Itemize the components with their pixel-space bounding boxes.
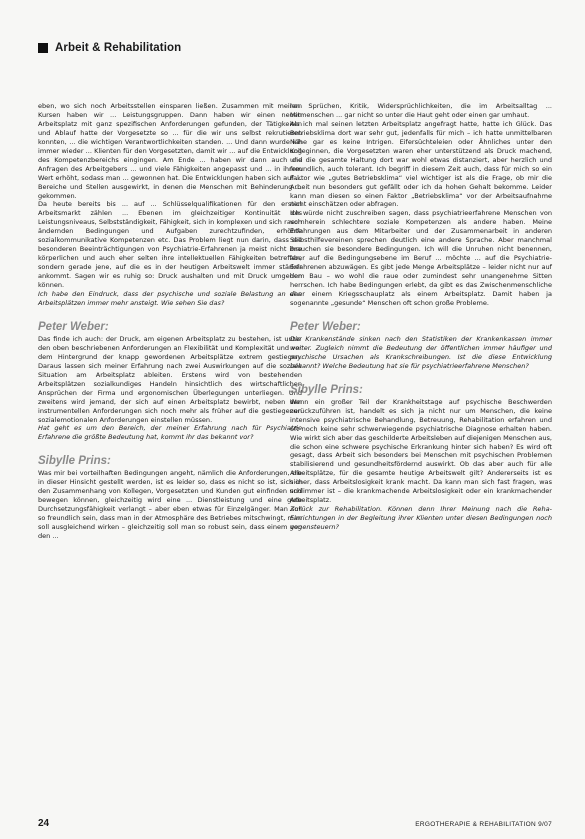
interview-question: Die Krankenstände sinken nach den Statistiken der Krankenkassen immer weiter. Zugleich nimmt die Bedeutung der öffentlichen immer häufiger und psychische Ursachen als Krankschreibungen. Ist die diese Entwicklung bekannt? Welche Bedeutung hat sie für psychiatrieerfahrene Menschen? bbox=[290, 334, 552, 370]
paragraph: Wenn ein großer Teil der Krankheitstage auf psychische Beschwerden zurückzuführen ist, handelt es sich ja nicht nur um Menschen, die keine intensive psychiatrische Behandlung, Betreuung, Rehabilitation erfahren und oft noch keine sehr schwerwiegende psychiatrische Diagnose erhalten haben. Wie wirkt sich aber das geschilderte Arbeitsleben auf diejenigen Menschen aus, die schon eine schwere psychische Erkrankung hinter sich haben? Es wird oft gesagt, dass Arbeit sich besonders bei Menschen mit psychischen Problemen stabilisierend und gesundheitsfördernd auswirkt. Ob das aber auch für alle Arbeitsplätze, für die gesamte heutige Arbeitswelt gilt? Andererseits ist es sicher, dass Arbeitslosigkeit krank macht. Da kann man sich fast fragen, was schlimmer ist – die krankmachende Arbeitslosigkeit oder ein krankmachender Arbeitsplatz. bbox=[290, 397, 552, 505]
right-column bbox=[290, 102, 552, 807]
paragraph: Was mir bei vorteilhaften Bedingungen angeht, nämlich die Anforderungen, die in dieser Hinsicht gestellt werden, ist es leider so, dass es nicht so ist, sich in den Zusammenhang von Kollegen, Vorgesetzten und Kunden gut einfinden und bewegen können, gleichzeitig wird eine ... Dienstleistung und eine gute Durchsetzungsfähigkeit verlangt – aber eben etwas für Einzelgänger. Man soll so freundlich sein, dass man in der Atmosphäre des Betriebes mitschwingt, man soll ausgleichend wirken – gleichzeitig soll man so robust sein, dass einem von den ... bbox=[38, 469, 302, 541]
paragraph: Da heute bereits bis ... auf ... Schlüsselqualifikationen für den ersten Arbeitsmarkt zählen ... Ebenen im gleichzeitiger Kontinuität des Leistungsniveaus, Selbstständigkeit, Fähigkeit, sich in komplexen und sich rasch ändernden Bedingungen und Aufgaben zurechtzufinden, erhöhte sozialkommunikative Kompetenzen etc. Das Problem liegt nun darin, dass die besonderen Beeinträchtigungen von Psychiatrie-Erfahrenen ja meist nicht ihre körperlichen und auch eher selten ihre intellektuellen Fähigkeiten betreffen, sondern gerade jene, auf die es in der heutigen Arbeitswelt immer stärker ankommt. Sagen wir es ruhig so: Druck aushalten und mit Druck umgehen können. bbox=[38, 200, 302, 290]
page-number: 24 bbox=[38, 818, 50, 829]
paragraph: Das finde ich auch: der Druck, am eigenen Arbeitsplatz zu bestehen, ist unter den oben beschriebenen Anforderungen an Flexibilität und Komplexität und vor dem Hintergrund der knapp gewordenen Arbeitsplätze extrem gestiegen. Daraus lassen sich meiner Erfahrung nach zwei Auswirkungen auf die soziale Situation am Arbeitsplatz ableiten. Erstens wird von bestehenden Arbeitsplätzen sozialkundiges Handeln hinsichtlich des wirtschaftlichen Ansprüchen der Firma und ergonomischen Überlegungen unterliegen. Und zweitens wird jemand, der sich auf einen Arbeitsplatz bewirbt, neben den instrumentellen Anforderungen sich noch mehr als früher auf die gestiegenen sozialemotionalen Anforderungen einstellen müssen. bbox=[38, 334, 302, 424]
interview-question: Zurück zur Rehabilitation. Können denn Ihrer Meinung nach die Reha-Einrichtungen in der Begleitung ihrer Klienten unter diesen Bedingungen noch gegensteuern? bbox=[290, 505, 552, 532]
paragraph: Als ich mal seinen letzten Arbeitsplatz angefragt hatte, hatte ich Glück. Das Betriebsklima dort war sehr gut, jedenfalls für mich – ich hatte unmittelbaren Nähe gar es keine Intrigen. Eifersüchteleien oder Ähnliches unter den Kolleginnen, die Vorgesetzten waren eher unterstützend als Druck machend, und die gesamte Haltung dort war wohl etwas distanziert, aber herzlich und freundlich, auch tolerant. Ich begriff in diesem Zeit auch, dass für mich so ein Faktor wie „gutes Betriebsklima“ viel wichtiger ist als die Frage, ob mir die Arbeit nun besonders gut gefällt oder ich da hohen Gehalt bekomme. Leider kann man diesen so einen Faktor „Betriebsklima“ vor der Arbeitsaufnahme nicht einschätzen oder abfragen. bbox=[290, 119, 552, 209]
paragraph: eben, wo sich noch Arbeitsstellen einsparen ließen. Zusammen mit meinen Kursen haben wir ... Leistungsgruppen. Dann haben wir einen neuen Arbeitsplatz mit ganz spezifischen Anforderungen gefunden, der Tätigkeiten und Ablauf hatte der Vorgesetzte so ... für die wir uns selbst rekrutieren konnten, ... die wichtigen Verantwortlichkeiten standen. ... Und dann wurde ich immer wieder ... Klienten für den Vorgesetzten, damit wir ... auf die Entwicklung des Kompetenzbereichs eingingen. Am Ende ... haben wir dann auch die Anfragen des Arbeitgebers ... und viele Fähigkeiten angepasst und ... in ihrem Wert erhöht, sodass man ... gewonnen hat. Die Entwicklungen haben sich auf ... Bereiche und Stellen ausgewirkt, in denen die Menschen mit Behinderung ... gekommen. bbox=[38, 102, 302, 200]
interview-question: Hat geht es um den Bereich, der meiner Erfahrung nach für Psychiatrie Erfahrene die größte Bedeutung hat, kommt ihr das bekannt vor? bbox=[38, 424, 302, 442]
left-column bbox=[38, 102, 302, 807]
speaker-name: Peter Weber: bbox=[38, 320, 109, 333]
magazine-issue: ERGOTHERAPIE & REHABILITATION 9/07 bbox=[415, 821, 552, 828]
speaker-name: Sibylle Prins: bbox=[38, 455, 111, 468]
speaker-name: Sibylle Prins: bbox=[290, 383, 363, 396]
paragraph: Ich würde nicht zuschreiben sagen, dass psychiatrieerfahrene Menschen von vornherein schlechtere soziale Kompetenzen als andere haben. Meine Erfahrungen aus dem Mitarbeiter und der Zusammenarbeit in anderen Selbsthilfevereinen sprechen deutlich eine andere Sprache. Aber manchmal brauchen sie besondere Bedingungen. Ich will die Unruhen nicht benennen, aber auf die Bedingungsebene im Beruf ... möchte ... auf die Psychiatrie-Erfahrenen abzuwägen. Es gibt jede Menge Arbeitsplätze – leider nicht nur auf dem Bau – wo wohl die raue oder zumindest sehr unangenehme Sitten herrschen. Ich habe Bedingungen erlebt, da gibt es das Zwischenmenschliche eher einem Kriegsschauplatz als einem Arbeitsplatz. Damit haben ja sogenannte „gesunde“ Menschen oft schon große Probleme. bbox=[290, 209, 552, 307]
section-title: Arbeit & Rehabilitation bbox=[55, 42, 182, 54]
speaker-name: Peter Weber: bbox=[290, 320, 361, 333]
header-square-icon bbox=[38, 43, 48, 53]
paragraph: len Sprüchen, Kritik, Widersprüchlichkeiten, die im Arbeitsalltag ... Mitmenschen ... gar nicht so unter die Haut geht oder einen gar umhaut. bbox=[290, 102, 552, 119]
section-header bbox=[38, 40, 181, 56]
interview-question: Ich habe den Eindruck, dass der psychische und soziale Belastung an den Arbeitsplätzen immer mehr ansteigt. Wie sehen Sie das? bbox=[38, 290, 302, 307]
